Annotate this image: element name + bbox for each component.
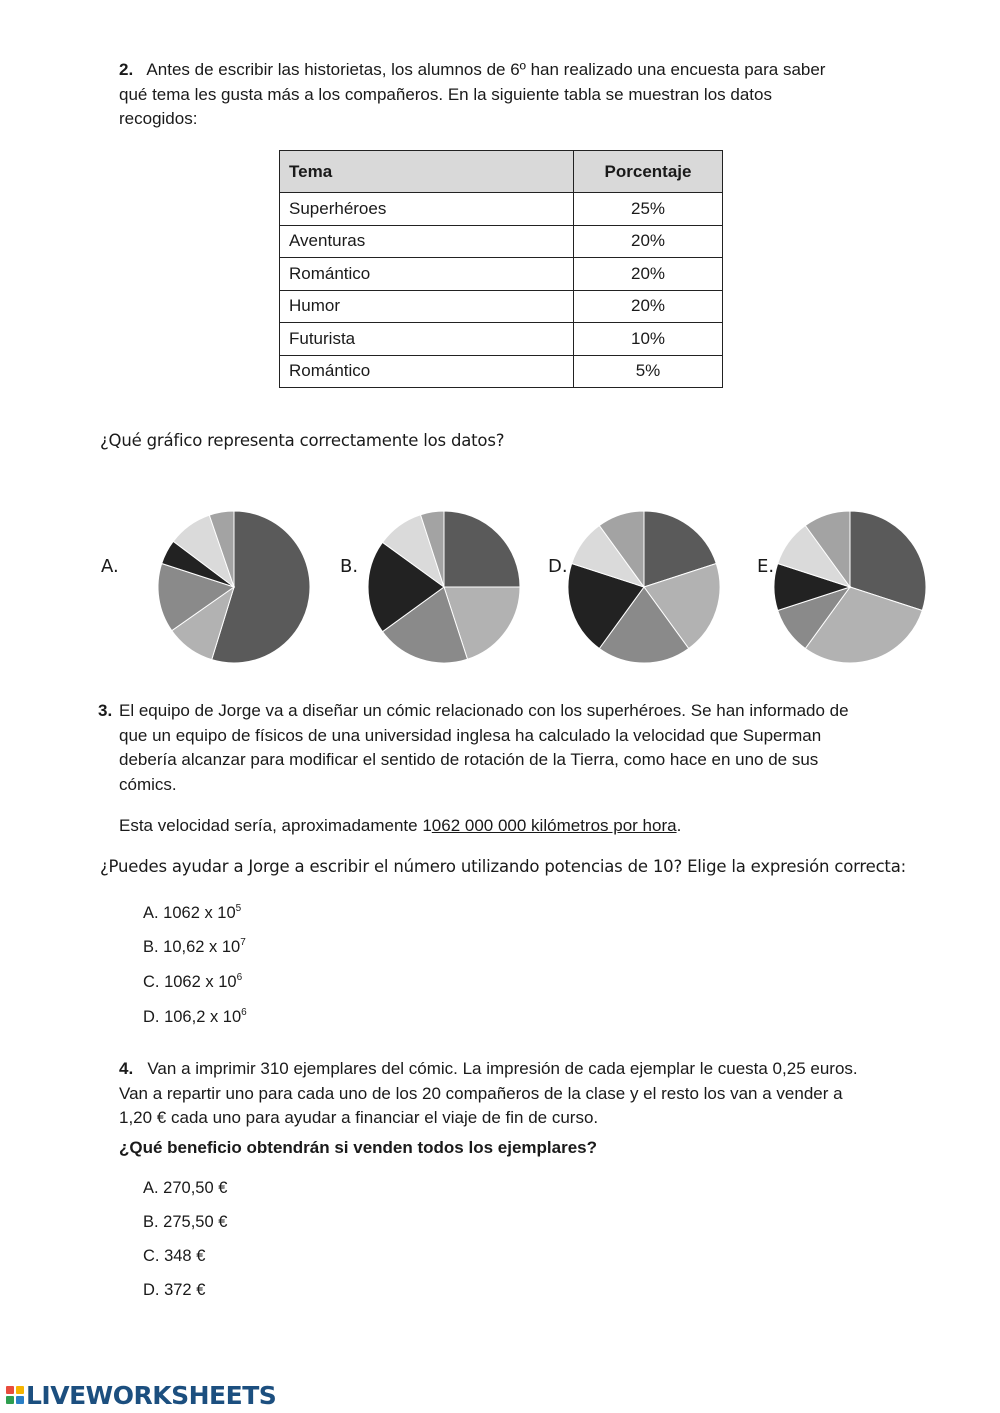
row-tema: Humor xyxy=(280,290,574,323)
pie-chart-a[interactable] xyxy=(157,510,311,664)
q4-option-c[interactable]: C. 348 € xyxy=(143,1247,206,1265)
table-row xyxy=(280,355,723,388)
row-tema: Romántico xyxy=(280,258,574,291)
q4-option-a[interactable]: A. 270,50 € xyxy=(143,1179,228,1197)
q3-option-d[interactable]: D. 106,2 x $10^6$ xyxy=(143,1007,247,1026)
q2-paragraph xyxy=(119,58,849,132)
header-tema: Tema xyxy=(280,151,574,193)
header-porcentaje: Porcentaje xyxy=(574,151,723,193)
speed-suffix: . xyxy=(676,816,682,835)
logo-square xyxy=(6,1386,14,1394)
row-tema: Romántico xyxy=(280,355,574,388)
q3-option-c[interactable]: C. 1062 x $10^6$ xyxy=(143,972,243,991)
survey-table xyxy=(279,150,723,388)
logo-square xyxy=(16,1396,24,1404)
pie-slice xyxy=(444,511,520,587)
row-porcentaje: 20% xyxy=(574,258,723,291)
row-porcentaje: 20% xyxy=(574,225,723,258)
q2-question: ¿Qué gráfico representa correctamente los datos? xyxy=(100,431,505,450)
q4-question: ¿Qué beneficio obtendrán si venden todos los ejemplares? xyxy=(119,1138,597,1157)
row-porcentaje: 5% xyxy=(574,355,723,388)
pie-label-e[interactable]: E. xyxy=(757,556,775,577)
logo-square xyxy=(6,1396,14,1404)
q3-speed-line xyxy=(119,814,681,839)
row-tema: Superhéroes xyxy=(280,193,574,226)
row-porcentaje: 20% xyxy=(574,290,723,323)
speed-value: 062 000 000 kilómetros por hora xyxy=(431,816,677,835)
logo-mark-icon xyxy=(6,1386,24,1404)
table-row xyxy=(280,258,723,291)
logo-text: LIVEWORKSHEETS xyxy=(26,1380,277,1410)
pie-label-b[interactable]: B. xyxy=(340,556,359,577)
q2-number: 2. xyxy=(119,60,134,79)
liveworksheets-logo[interactable] xyxy=(6,1379,276,1411)
logo-square xyxy=(16,1386,24,1394)
q4-option-d[interactable]: D. 372 € xyxy=(143,1281,206,1299)
pie-chart-d[interactable] xyxy=(567,510,721,664)
table-row xyxy=(280,323,723,356)
q4-option-b[interactable]: B. 275,50 € xyxy=(143,1213,228,1231)
pie-label-a[interactable]: A. xyxy=(101,556,119,577)
q4-text: Van a imprimir 310 ejemplares del cómic. La impresión de cada ejemplar le cuesta 0,25 euros. Van a repartir uno para cada uno de los 20 compañeros de la clase y el resto los van a vender a 1,20 € cada uno para ayudar a financiar el viaje de fin de curso. xyxy=(119,1059,858,1127)
speed-prefix: Esta velocidad sería, aproximadamente 1 xyxy=(119,816,432,835)
pie-chart-e[interactable] xyxy=(773,510,927,664)
q3-text: El equipo de Jorge va a diseñar un cómic relacionado con los superhéroes. Se han informado de que un equipo de físicos de una universidad inglesa ha calculado la velocidad que Superman debería alcanzar para modificar el sentido de rotación de la Tierra, como hace en uno de sus cómics. xyxy=(119,701,849,794)
q3-option-a[interactable]: A. 1062 x $10^5$ xyxy=(143,903,242,922)
pie-chart-b[interactable] xyxy=(367,510,521,664)
q4-number: 4. xyxy=(119,1059,134,1078)
table-row xyxy=(280,225,723,258)
q4-paragraph xyxy=(119,1057,879,1131)
table-header-row xyxy=(280,151,723,193)
q2-text: Antes de escribir las historietas, los alumnos de 6º han realizado una encuesta para saber qué tema les gusta más a los compañeros. En la siguiente tabla se muestran los datos recogidos: xyxy=(119,60,826,128)
q3-number: 3. xyxy=(98,701,113,720)
q3-option-b[interactable]: B. 10,62 x $10^7$ xyxy=(143,937,246,956)
q3-question: ¿Puedes ayudar a Jorge a escribir el número utilizando potencias de 10? Elige la expresión correcta: xyxy=(100,857,906,876)
row-tema: Futurista xyxy=(280,323,574,356)
row-porcentaje: 25% xyxy=(574,193,723,226)
table-row xyxy=(280,290,723,323)
row-porcentaje: 10% xyxy=(574,323,723,356)
pie-label-d[interactable]: D. xyxy=(548,556,568,577)
row-tema: Aventuras xyxy=(280,225,574,258)
table-row xyxy=(280,193,723,226)
